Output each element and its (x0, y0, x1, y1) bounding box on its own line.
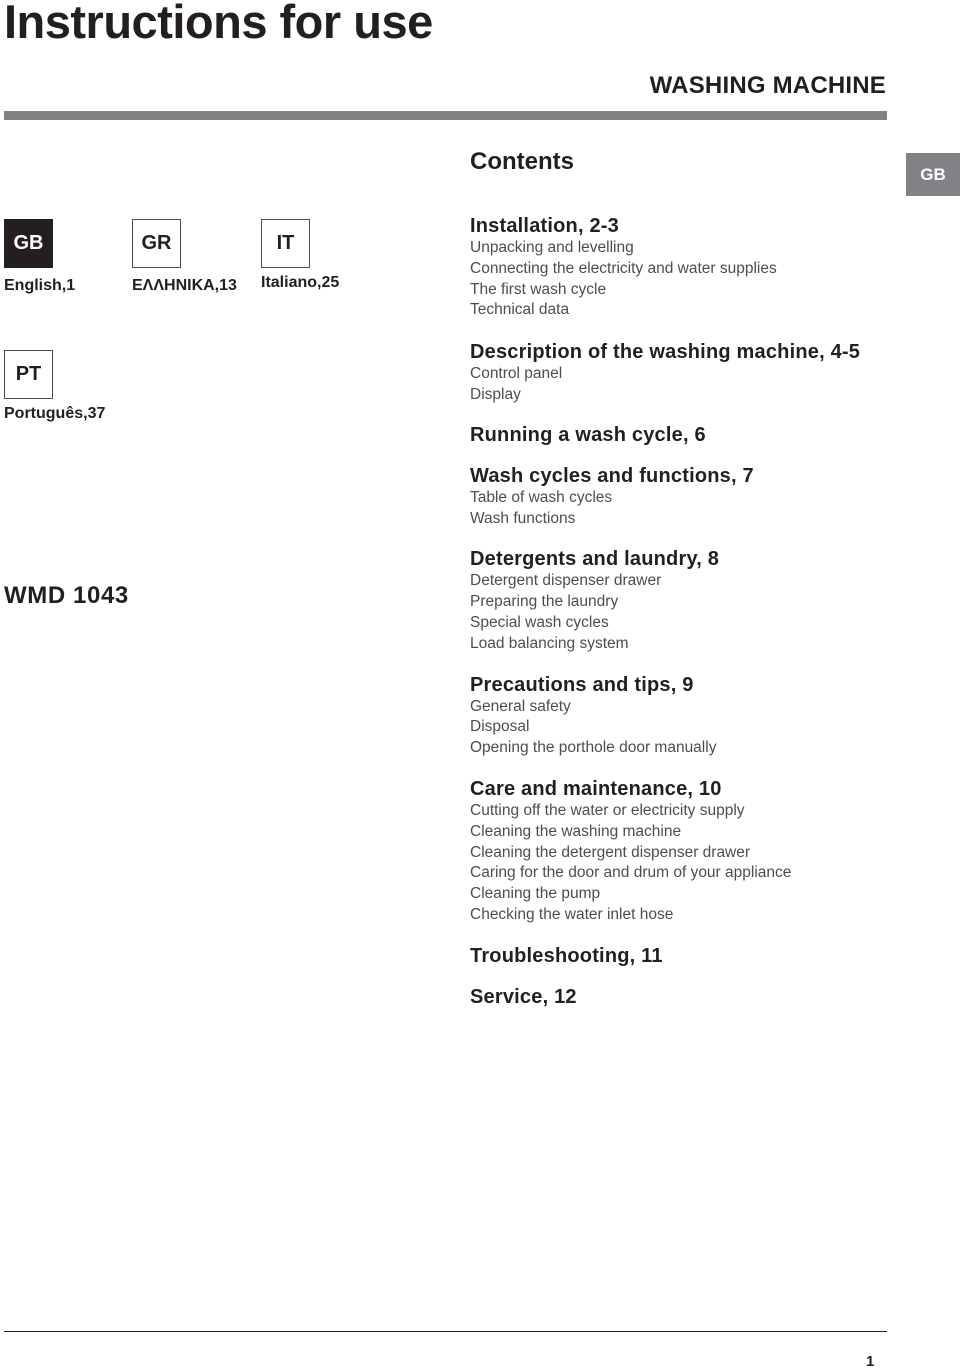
toc-item[interactable]: Caring for the door and drum of your appliance (470, 864, 792, 882)
toc-item[interactable]: Opening the porthole door manually (470, 739, 717, 757)
toc-section-title[interactable]: Running a wash cycle, 6 (470, 423, 706, 446)
language-box-gr[interactable]: GR (132, 219, 181, 268)
language-label-pt[interactable]: Português,37 (4, 405, 106, 422)
language-label-gr[interactable]: ΕΛΛΗΝΙΚΑ,13 (132, 277, 237, 294)
toc-item[interactable]: Checking the water inlet hose (470, 905, 674, 923)
toc-section-title[interactable]: Precautions and tips, 9 (470, 673, 694, 696)
toc-item[interactable]: Table of wash cycles (470, 488, 613, 506)
toc-section-title[interactable]: Troubleshooting, 11 (470, 944, 663, 967)
toc-item[interactable]: Load balancing system (470, 634, 629, 652)
toc-section-wash-cycles (470, 464, 900, 530)
toc-section-title[interactable]: Detergents and laundry, 8 (470, 548, 720, 571)
language-label-it[interactable]: Italiano,25 (261, 274, 340, 291)
toc-section-title[interactable]: Service, 12 (470, 985, 577, 1008)
toc-item[interactable]: Special wash cycles (470, 613, 609, 631)
language-label-gb[interactable]: English,1 (4, 277, 76, 294)
toc-item[interactable]: Cleaning the pump (470, 885, 601, 903)
toc-section-description (470, 340, 900, 406)
toc-item[interactable]: Detergent dispenser drawer (470, 572, 662, 590)
toc-item[interactable]: Preparing the laundry (470, 593, 619, 611)
toc-item[interactable]: Cleaning the detergent dispenser drawer (470, 843, 751, 861)
toc-section-title[interactable]: Installation, 2-3 (470, 215, 619, 237)
contents-heading: Contents (470, 148, 574, 175)
toc-item[interactable]: Wash functions (470, 509, 576, 527)
toc-section-service (470, 985, 900, 1009)
product-type: WASHING MACHINE (649, 72, 886, 99)
toc-item[interactable]: Connecting the electricity and water supplies (470, 259, 777, 277)
footer-rule (4, 1331, 887, 1332)
toc-section-title[interactable]: Wash cycles and functions, 7 (470, 464, 754, 487)
page-number: 1 (866, 1353, 875, 1370)
toc-item[interactable]: Technical data (470, 301, 570, 319)
model-number: WMD 1043 (4, 582, 129, 609)
toc-item[interactable]: Display (470, 385, 521, 403)
toc-section-detergents (470, 547, 900, 654)
language-tab: GB (906, 153, 960, 196)
toc-item[interactable]: Cutting off the water or electricity supply (470, 801, 745, 819)
language-box-it[interactable]: IT (261, 219, 310, 268)
toc-section-title[interactable]: Care and maintenance, 10 (470, 777, 722, 800)
toc-item[interactable]: Disposal (470, 718, 530, 736)
language-box-pt[interactable]: PT (4, 350, 53, 399)
toc-item[interactable]: Cleaning the washing machine (470, 822, 682, 840)
header-rule (4, 111, 887, 120)
toc-section-troubleshooting (470, 944, 900, 968)
toc-item[interactable]: Unpacking and levelling (470, 239, 634, 256)
language-box-gb[interactable]: GB (4, 219, 53, 268)
toc-item[interactable]: The first wash cycle (470, 280, 607, 298)
document-title: Instructions for use (4, 0, 433, 48)
table-of-contents (470, 214, 900, 1009)
toc-item[interactable]: General safety (470, 697, 571, 715)
toc-section-running (470, 423, 900, 447)
toc-item[interactable]: Control panel (470, 365, 563, 383)
toc-section-care (470, 777, 900, 926)
toc-section-precautions (470, 673, 900, 759)
toc-section-title[interactable]: Description of the washing machine, 4-5 (470, 341, 861, 364)
toc-section-installation (470, 214, 900, 321)
